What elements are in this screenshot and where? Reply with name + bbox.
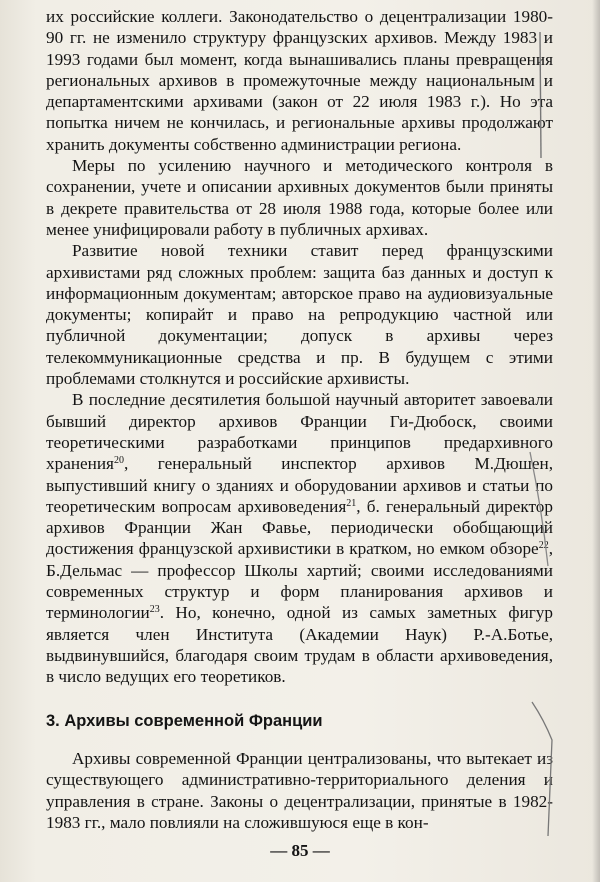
paragraph-2: Меры по усилению научного и методического контроля в сохранении, учете и описании архивных документов были приняты в декрете правительства от 28 июля 1988 года, которые более или менее унифицировали работу в публичных архивах. bbox=[46, 156, 553, 239]
section-heading: 3. Архивы современной Франции bbox=[46, 712, 323, 730]
paragraph-5: Архивы современной Франции централизованы, что вытекает из существующего административно-территориального деления и управления в стране. Законы о децентрализации, принятые в 1982-1983 гг., мало повлияли на сложившуюся еще в кон- bbox=[46, 749, 553, 832]
paragraph-4-part-2: , генеральный инспектор архивов М.Дюшен, выпустивший книгу о зданиях и оборудовании архивов и статьи по теоретическим вопросам архивоведения bbox=[46, 454, 553, 516]
paragraph-4 bbox=[46, 389, 553, 687]
body-text-2 bbox=[46, 748, 553, 833]
paragraph-4-part-4: , Б.Дельмас — профессор Школы хартий; своими исследованиями современных структур и форм планирования архивов и терминологии bbox=[46, 539, 553, 623]
paragraph-4-part-3: , б. генеральный директор архивов Франции Жан Фавье, периодически обобщающий достижения французской архивистики в кратком, но емком обзоре bbox=[46, 496, 553, 559]
paragraph-4-part-5: . Но, конечно, одной из самых заметных фигур является член Института (Академии Наук) Р.-А.Ботье, выдвинувшийся, благодаря своим трудам в области архивоведения, в число ведущих его теоретиков. bbox=[46, 603, 553, 687]
paragraph-3: Развитие новой техники ставит перед французскими архивистами ряд сложных проблем: защита баз данных и доступ к информационным документам; авторское право на аудиовизуальные документы; копирайт и право на репродукцию частной или публичной документации; допуск в архивы через телекоммуникационные средства и пр. В будущем с этими проблемами столкнутся и российские архивисты. bbox=[46, 241, 553, 389]
paragraph-4-part-1: В последние десятилетия большой научный авторитет завоевали бывший директор архивов Франции Ги-Дюбоск, своими теоретическими разработками принципов предархивного хранения bbox=[46, 390, 553, 474]
page-edge-shadow bbox=[592, 0, 600, 882]
paragraph-1: их российские коллеги. Законодательство о децентрализации 1980-90 гг. не изменило структуру французских архивов. Между 1983 и 1993 годами был момент, когда вынашивались планы превращения региональных архивов в промежуточные между национальным и департаментскими архивами (закон от 22 июля 1983 г.). Но эта попытка ничем не кончилась, и региональные архивы продолжают хранить документы собственно администрации региона. bbox=[46, 7, 553, 154]
body-text bbox=[46, 6, 553, 688]
footnote-ref-20: 20 bbox=[113, 455, 124, 467]
footnote-ref-22: 22 bbox=[538, 540, 549, 552]
page-number: — 85 — bbox=[270, 841, 330, 860]
footnote-ref-23: 23 bbox=[149, 604, 160, 616]
footnote-ref-21: 21 bbox=[346, 497, 357, 509]
